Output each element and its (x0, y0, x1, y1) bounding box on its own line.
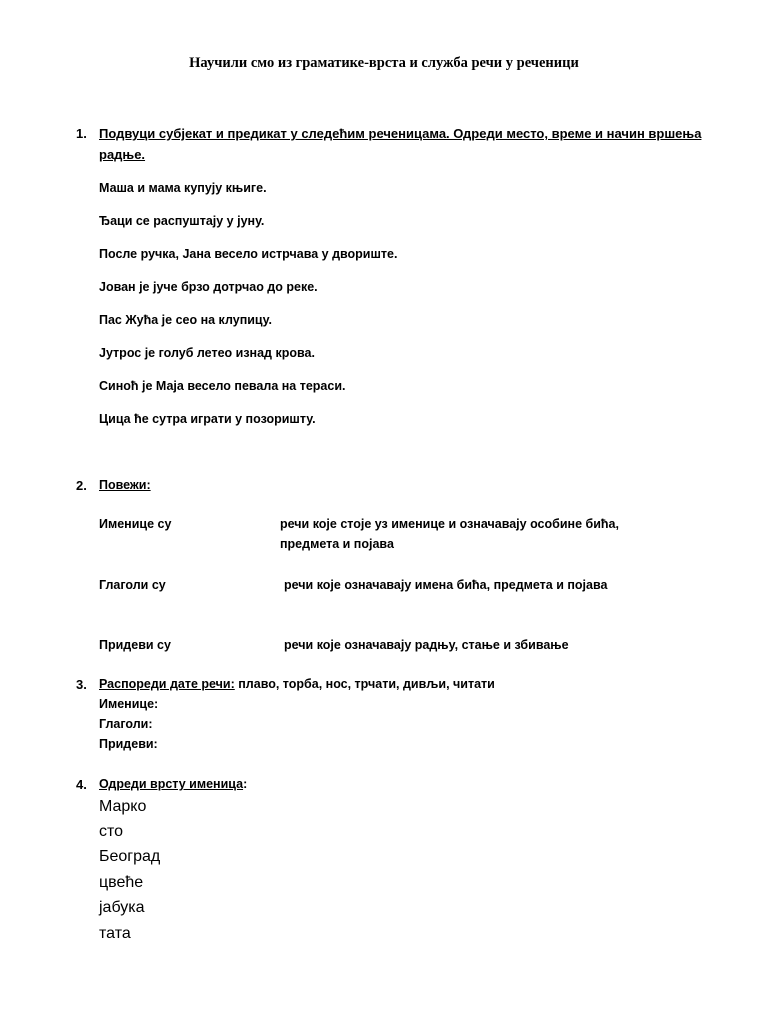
q3-line (99, 677, 495, 691)
q3-row-label: Глаголи: (99, 717, 153, 731)
q1-sentence: Пас Жућа је сео на клупицу. (99, 313, 272, 327)
q1-sentence: Маша и мама купују књиге. (99, 181, 267, 195)
q4-noun: цвеће (99, 874, 144, 891)
q4-number: 4. (76, 777, 87, 792)
q2-number: 2. (76, 478, 87, 493)
q3-instruction: Распореди дате речи: (99, 677, 235, 691)
q2-left-item: Глаголи су (99, 578, 166, 592)
q1-sentence: Ђаци се распуштају у јуну. (99, 214, 265, 228)
q2-left-item: Придеви су (99, 638, 171, 652)
q4-noun: Београд (99, 848, 161, 865)
q4-noun: тата (99, 925, 131, 942)
q4-colon: : (243, 777, 248, 791)
q1-instruction-line2: радње. (99, 147, 146, 162)
q1-sentence: После ручка, Јана весело истрчава у двориште. (99, 247, 398, 261)
q1-sentence: Синоћ је Маја весело певала на тераси. (99, 379, 346, 393)
q4-line (99, 777, 247, 791)
page-title: Научили смо из граматике-врста и служба речи у реченици (189, 55, 579, 71)
q2-right-item: речи које стоје уз именице и означавају особине бића, (280, 517, 619, 531)
q1-sentence: Цица ће сутра играти у позоришту. (99, 412, 316, 426)
q3-row-label: Придеви: (99, 737, 158, 751)
q1-instruction-line1: Подвуци субјекат и предикат у следећим реченицама. Одреди место, време и начин вршења (99, 126, 702, 141)
q1-sentence: Јутрос је голуб летео изнад крова. (99, 346, 315, 360)
q2-right-item: предмета и појава (280, 537, 394, 551)
q1-sentence: Јован је јуче брзо дотрчао до реке. (99, 280, 318, 294)
q3-number: 3. (76, 677, 87, 692)
q4-noun: јабука (99, 899, 145, 916)
q2-right-item: речи које означавају имена бића, предмета и појава (284, 578, 608, 592)
q4-noun: сто (99, 823, 124, 840)
q1-number: 1. (76, 126, 87, 141)
q2-instruction: Повежи: (99, 478, 151, 492)
q2-left-item: Именице су (99, 517, 172, 531)
q4-noun: Марко (99, 798, 147, 815)
q2-right-item: речи које означавају радњу, стање и збивање (284, 638, 569, 652)
q3-words: плаво, торба, нос, трчати, дивљи, читати (238, 677, 495, 691)
q4-instruction: Одреди врсту именица (99, 777, 244, 791)
q3-row-label: Именице: (99, 697, 159, 711)
